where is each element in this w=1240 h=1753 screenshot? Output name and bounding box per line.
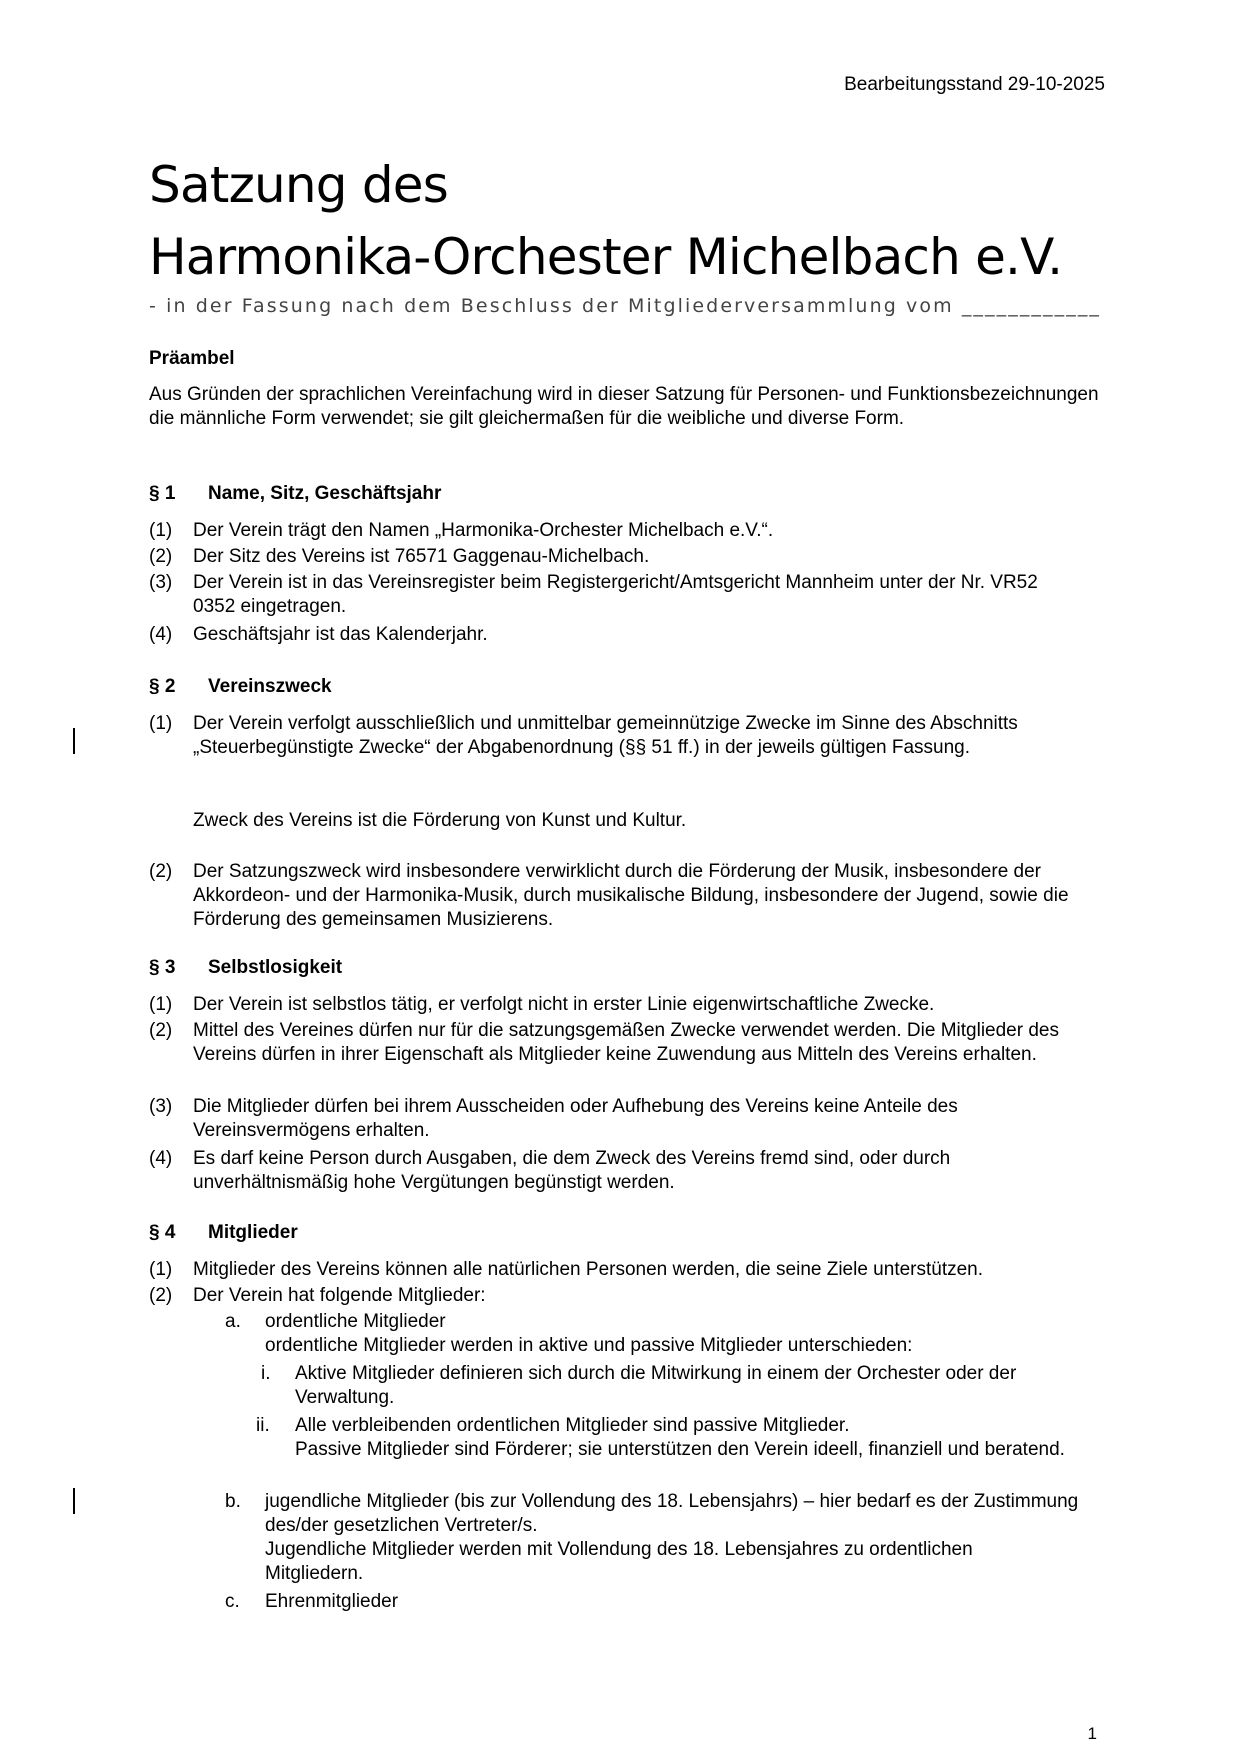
page-number: 1: [1087, 1724, 1097, 1743]
sublist-letter-c: c.: [225, 1591, 240, 1612]
list-item-number: (3): [149, 572, 173, 593]
sublist-letter-a: a.: [225, 1311, 241, 1332]
list-item-text: Der Verein hat folgende Mitglieder:: [193, 1285, 486, 1306]
section-4-number: § 4: [149, 1222, 176, 1243]
list-item-text: Der Satzungszweck wird insbesondere verwirklicht durch die Förderung der Musik, insbesondere der Akkordeon- und der Harmonika-Musik, durch musikalische Bildung, insbesondere der Jugend, sowie die Förderung des gemeinsamen Musizierens.: [193, 861, 1069, 930]
preamble-heading: Präambel: [149, 348, 235, 369]
list-item-number: (2): [149, 546, 173, 567]
list-item-number: (4): [149, 624, 173, 645]
sublist-text: Alle verbleibenden ordentlichen Mitglieder sind passive Mitglieder.: [295, 1415, 850, 1436]
list-item-text: Mittel des Vereines dürfen nur für die satzungsgemäßen Zwecke verwendet werden. Die Mitglieder des Vereins dürfen in ihrer Eigenschaft als Mitglieder keine Zuwendung aus Mitteln des Vereins erhalten.: [193, 1020, 1059, 1065]
change-bar: [73, 1488, 75, 1514]
list-item-text: Der Verein ist selbstlos tätig, er verfolgt nicht in erster Linie eigenwirtschaftliche Zwecke.: [193, 994, 935, 1015]
list-item-number: (3): [149, 1096, 173, 1117]
list-item-number: (1): [149, 713, 173, 734]
list-item-number: (4): [149, 1148, 173, 1169]
section-4-title: Mitglieder: [208, 1222, 298, 1243]
sublist-text: ordentliche Mitglieder: [265, 1311, 446, 1332]
section-4-heading: [149, 1222, 298, 1244]
section-2-heading: [149, 676, 332, 698]
list-item-text: Der Verein trägt den Namen „Harmonika-Orchester Michelbach e.V.“.: [193, 520, 774, 541]
change-bar: [73, 728, 75, 754]
list-item-number: (2): [149, 861, 173, 882]
list-item-text: Die Mitglieder dürfen bei ihrem Ausscheiden oder Aufhebung des Vereins keine Anteile des Vereinsvermögens erhalten.: [193, 1096, 958, 1141]
list-item-number: (1): [149, 994, 173, 1015]
sublist-text: Jugendliche Mitglieder werden mit Vollendung des 18. Lebensjahres zu ordentlichen Mitgliedern.: [265, 1539, 973, 1584]
section-1-heading: [149, 483, 441, 505]
section-3-number: § 3: [149, 957, 176, 978]
list-item-number: (1): [149, 1259, 173, 1280]
section-2-title: Vereinszweck: [208, 676, 332, 697]
sublist-text: Ehrenmitglieder: [265, 1591, 399, 1612]
sublist-roman-ii: ii.: [256, 1415, 270, 1436]
section-3-title: Selbstlosigkeit: [208, 957, 343, 978]
list-item-text: Zweck des Vereins ist die Förderung von Kunst und Kultur.: [193, 810, 687, 831]
list-item-text: Der Sitz des Vereins ist 76571 Gaggenau-Michelbach.: [193, 546, 650, 567]
list-item-text: Geschäftsjahr ist das Kalenderjahr.: [193, 624, 488, 645]
list-item-number: (2): [149, 1020, 173, 1041]
section-1-title: Name, Sitz, Geschäftsjahr: [208, 483, 442, 504]
sublist-text: Aktive Mitglieder definieren sich durch die Mitwirkung in einem der Orchester oder der Verwaltung.: [295, 1363, 1017, 1408]
document-subtitle: - in der Fassung nach dem Beschluss der Mitgliederversammlung vom ____________: [149, 295, 1102, 317]
list-item-number: (1): [149, 520, 173, 541]
list-item-text: Der Verein ist in das Vereinsregister beim Registergericht/Amtsgericht Mannheim unter der Nr. VR52 0352 eingetragen.: [193, 572, 1038, 617]
list-item-text: Der Verein verfolgt ausschließlich und unmittelbar gemeinnützige Zwecke im Sinne des Abschnitts „Steuerbegünstigte Zwecke“ der Abgabenordnung (§§ 51 ff.) in der jeweils gültigen Fassung.: [193, 713, 1018, 758]
sublist-letter-b: b.: [225, 1491, 241, 1512]
sublist-text: Passive Mitglieder sind Förderer; sie unterstützen den Verein ideell, finanziell und beratend.: [295, 1439, 1065, 1460]
document-title-line1: Satzung des: [149, 156, 448, 214]
preamble-text: Aus Gründen der sprachlichen Vereinfachung wird in dieser Satzung für Personen- und Funktionsbezeichnungen die männliche Form verwendet; sie gilt gleichermaßen für die weibliche und diverse Form.: [149, 384, 1099, 429]
section-1-number: § 1: [149, 483, 176, 504]
sublist-roman-i: i.: [261, 1363, 271, 1384]
document-title-line2: Harmonika-Orchester Michelbach e.V.: [149, 228, 1063, 286]
list-item-text: Mitglieder des Vereins können alle natürlichen Personen werden, die seine Ziele unterstützen.: [193, 1259, 984, 1280]
revision-status: Bearbeitungsstand 29-10-2025: [844, 74, 1105, 95]
list-item-number: (2): [149, 1285, 173, 1306]
section-3-heading: [149, 957, 342, 979]
sublist-text: jugendliche Mitglieder (bis zur Vollendung des 18. Lebensjahrs) – hier bedarf es der Zustimmung des/der gesetzlichen Vertreter/s.: [265, 1491, 1079, 1536]
section-2-number: § 2: [149, 676, 176, 697]
list-item-text: Es darf keine Person durch Ausgaben, die dem Zweck des Vereins fremd sind, oder durch unverhältnismäßig hohe Vergütungen begünstigt werden.: [193, 1148, 951, 1193]
sublist-text: ordentliche Mitglieder werden in aktive und passive Mitglieder unterschieden:: [265, 1335, 913, 1356]
